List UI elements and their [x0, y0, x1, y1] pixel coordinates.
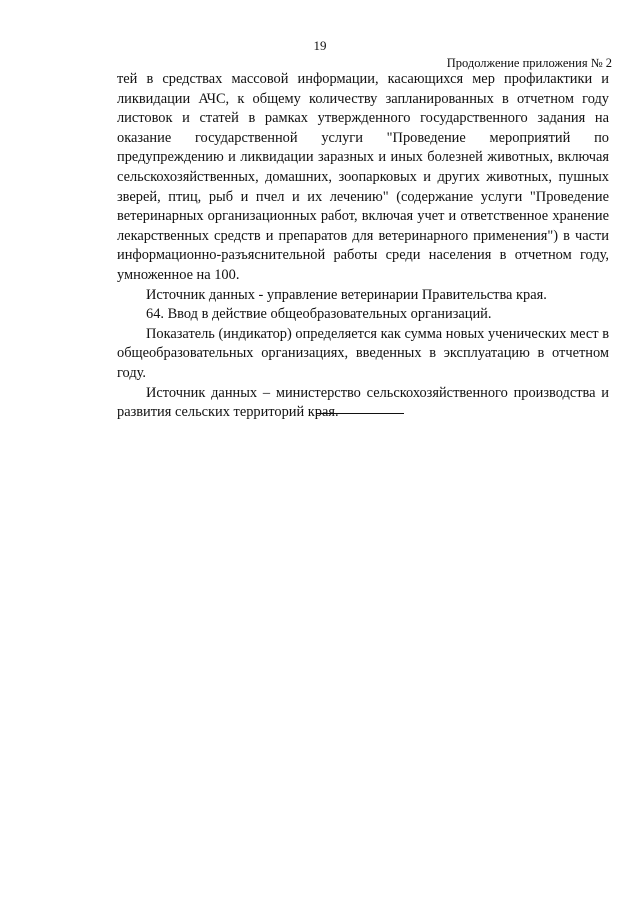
- paragraph-indicator-definition: Показатель (индикатор) определяется как сумма новых ученических мест в общеобразовательных организациях, введенных в эксплуатацию в отчетном году.: [117, 325, 609, 381]
- paragraph-continuation: тей в средствах массовой информации, касающихся мер профилактики и ликвидации АЧС, к общему количеству запланированных в отчетном году листовок и статей в рамках утвержденного государственного задания на оказание государственной услуги "Проведение мероприятий по предупреждению и ликвидации заразных и иных болезней животных, включая сельскохозяйственных, домашних, зоопарковых и других животных, пушных зверей, птиц, рыб и пчел и их лечению" (содержание услуги "Проведение ветеринарных организационных работ, включая учет и ответственное хранение лекарственных средств и препаратов для ветеринарного применения") в части информационно-разъяснительной работы среди населения в отчетном году, умноженное на 100.: [117, 71, 609, 283]
- document-body: [117, 70, 609, 423]
- end-divider-line: [316, 413, 404, 414]
- page-number: 19: [313, 38, 327, 53]
- paragraph-data-source-veterinary: Источник данных - управление ветеринарии Правительства края.: [146, 286, 547, 303]
- paragraph-item-64-heading: 64. Ввод в действие общеобразовательных организаций.: [146, 306, 492, 323]
- appendix-continuation-note: Продолжение приложения № 2: [446, 56, 612, 70]
- paragraph-data-source-ministry: Источник данных – министерство сельскохозяйственного производства и развития сельских территорий края.: [117, 384, 609, 421]
